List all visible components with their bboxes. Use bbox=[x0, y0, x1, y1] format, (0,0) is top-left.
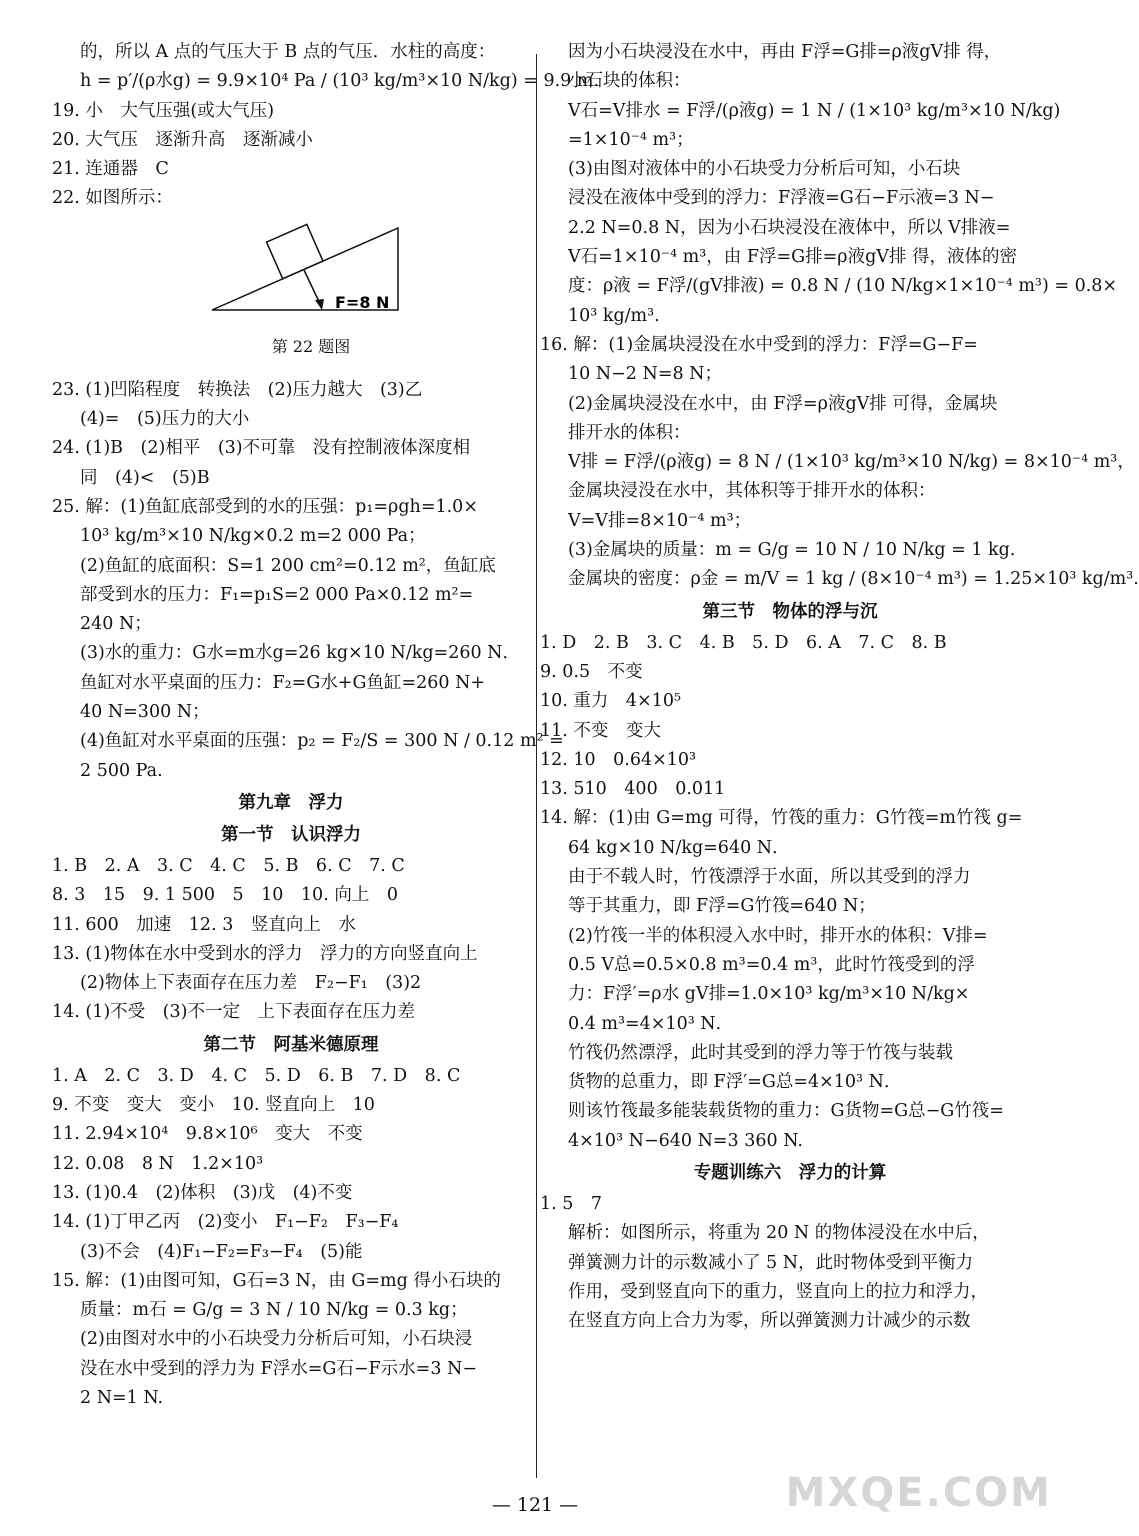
answer-line: 14. (1)丁甲乙丙 (2)变小 F₁−F₂ F₃−F₄ bbox=[52, 1212, 399, 1233]
answer-line: 9. 0.5 不变 bbox=[540, 661, 643, 682]
formula-line: (3)金属块的质量：m = G/g = 10 N / 10 N/kg = 1 kg． bbox=[568, 540, 1028, 561]
answer-line: 10. 重力 4×10⁵ bbox=[540, 691, 681, 712]
formula-line: V排 = F浮/(ρ液g) = 8 N / (1×10³ kg/m³×10 N/kg) = 8×10⁻⁴ m³， bbox=[568, 452, 1135, 473]
answer-line: 在竖直方向上合力为零，所以弹簧测力计减少的示数 bbox=[568, 1311, 971, 1332]
answer-line: 40 N=300 N； bbox=[80, 702, 210, 723]
answer-line: (3)水的重力：G水=m水g=26 kg×10 N/kg=260 N． bbox=[80, 643, 520, 664]
answer-line: 0.5 V总=0.5×0.8 m³=0.4 m³，此时竹筏受到的浮 bbox=[568, 954, 975, 975]
figure-caption: 第 22 题图 bbox=[271, 336, 351, 356]
answer-line: (2)物体上下表面存在压力差 F₂−F₁ (3)2 bbox=[80, 973, 422, 994]
answer-line: 11. 2.94×10⁴ 9.8×10⁶ 变大 不变 bbox=[52, 1124, 363, 1145]
answer-line: 货物的总重力，即 F浮′=G总=4×10³ N． bbox=[568, 1072, 902, 1093]
answer-line: 15. 解：(1)由图可知，G石=3 N，由 G=mg 得小石块的 bbox=[52, 1270, 501, 1291]
answer-line: 等于其重力，即 F浮=G竹筏=640 N； bbox=[568, 896, 876, 917]
answer-line: 240 N； bbox=[80, 614, 152, 635]
incline-diagram bbox=[52, 220, 530, 318]
formula-line: V石=V排水 = F浮/(ρ液g) = 1 N / (1×10³ kg/m³×10 N/kg) bbox=[568, 100, 1061, 121]
answer-line: 12. 0.08 8 N 1.2×10³ bbox=[52, 1153, 264, 1174]
answer-line: 2 500 Pa. bbox=[80, 760, 163, 781]
answer-line: 20. 大气压 逐渐升高 逐渐减小 bbox=[52, 129, 313, 150]
answer-line: V石=1×10⁻⁴ m³，由 F浮=G排=ρ液gV排 得，液体的密 bbox=[568, 247, 1017, 268]
formula-line: 金属块的密度：ρ金 = m/V = 1 kg / (8×10⁻⁴ m³) = 1.25×10³ kg/m³. bbox=[568, 569, 1139, 590]
answer-line: 10³ kg/m³×10 N/kg×0.2 m=2 000 Pa； bbox=[80, 526, 426, 547]
answer-line: 由于不载人时，竹筏漂浮于水面，所以其受到的浮力 bbox=[568, 867, 971, 888]
answer-line: 部受到水的压力：F₁=p₁S=2 000 Pa×0.12 m²= bbox=[80, 584, 474, 605]
answer-line: 排开水的体积： bbox=[568, 422, 691, 443]
answer-line: 金属块浸没在水中，其体积等于排开水的体积： bbox=[568, 481, 936, 502]
answer-line: 23. (1)凹陷程度 转换法 (2)压力越大 (3)乙 bbox=[52, 379, 423, 400]
formula-line: 质量：m石 = G/g = 3 N / 10 N/kg = 0.3 kg； bbox=[80, 1300, 468, 1321]
answer-line: 14. 解：(1)由 G=mg 可得，竹筏的重力：G竹筏=m竹筏 g= bbox=[540, 808, 1023, 829]
formula-line: =1×10⁻⁴ m³； bbox=[568, 129, 694, 150]
answer-line: 22. 如图所示： bbox=[52, 188, 173, 209]
answer-line: (2)金属块浸没在水中，由 F浮=ρ液gV排 可得，金属块 bbox=[568, 393, 998, 414]
answer-line: 作用，受到竖直向下的重力，竖直向上的拉力和浮力， bbox=[568, 1281, 988, 1302]
answer-line: (3)不会 (4)F₁−F₂=F₃−F₄ (5)能 bbox=[80, 1241, 363, 1262]
answer-line: 浸没在液体中受到的浮力：F浮液=G石−F示液=3 N− bbox=[568, 188, 995, 209]
answer-line: 10 N−2 N=8 N； bbox=[568, 364, 722, 385]
answer-line: 19. 小 大气压强(或大气压) bbox=[52, 100, 275, 121]
column-divider bbox=[536, 54, 537, 1478]
answer-line: 竹筏仍然漂浮，此时其受到的浮力等于竹筏与装载 bbox=[568, 1042, 953, 1063]
answer-line: 9. 不变 变大 变小 10. 竖直向上 10 bbox=[52, 1095, 375, 1116]
answer-line: 14. (1)不受 (3)不一定 上下表面存在压力差 bbox=[52, 1002, 415, 1023]
answer-line: 16. 解：(1)金属块浸没在水中受到的浮力：F浮=G−F= bbox=[540, 334, 978, 355]
answer-line: 1. B 2. A 3. C 4. C 5. B 6. C 7. C bbox=[52, 855, 405, 876]
section-title: 第二节 阿基米德原理 bbox=[203, 1034, 379, 1055]
formula-line: 度：ρ液 = F浮/(gV排液) = 0.8 N / (10 N/kg×1×10⁻⁴ m³) = 0.8× bbox=[568, 276, 1118, 297]
answer-line: 13. (1)物体在水中受到水的浮力 浮力的方向竖直向上 bbox=[52, 943, 478, 964]
answer-line: 1. A 2. C 3. D 4. C 5. D 6. B 7. D 8. C bbox=[52, 1065, 461, 1086]
answer-line: V=V排=8×10⁻⁴ m³； bbox=[568, 510, 752, 531]
answer-line: 13. (1)0.4 (2)体积 (3)戊 (4)不变 bbox=[52, 1182, 353, 1203]
answer-line: 21. 连通器 C bbox=[52, 159, 169, 180]
answer-line: 24. (1)B (2)相平 (3)不可靠 没有控制液体深度相 bbox=[52, 438, 471, 459]
answer-line: 1. D 2. B 3. C 4. B 5. D 6. A 7. C 8. B bbox=[540, 632, 947, 653]
answer-line: 0.4 m³=4×10³ N． bbox=[568, 1013, 734, 1034]
answer-line: (3)由图对液体中的小石块受力分析后可知，小石块 bbox=[568, 159, 961, 180]
force-label: F=8 N bbox=[335, 292, 390, 312]
answer-line: (2)由图对水中的小石块受力分析后可知，小石块浸 bbox=[80, 1329, 473, 1350]
answer-line: 8. 3 15 9. 1 500 5 10 10. 向上 0 bbox=[52, 885, 398, 906]
answer-line: 2 N=1 N. bbox=[80, 1387, 164, 1408]
answer-line: 11. 不变 变大 bbox=[540, 720, 661, 741]
formula-line: h = p′/(ρ水g) = 9.9×10⁴ Pa / (10³ kg/m³×10 N/kg) = 9.9 m. bbox=[80, 71, 600, 92]
text-line: 的，所以 A 点的气压大于 B 点的气压．水柱的高度： bbox=[80, 42, 496, 62]
chapter-title: 第九章 浮力 bbox=[238, 792, 344, 813]
answer-line: (2)竹筏一半的体积浸入水中时，排开水的体积：V排= bbox=[568, 925, 988, 946]
answer-line: 没在水中受到的浮力为 F浮水=G石−F示水=3 N− bbox=[80, 1358, 477, 1379]
section-title: 第三节 物体的浮与沉 bbox=[702, 601, 878, 622]
force-arrowhead bbox=[315, 299, 324, 310]
answer-line: 11. 600 加速 12. 3 竖直向上 水 bbox=[52, 914, 356, 935]
answer-line: 13. 510 400 0.011 bbox=[540, 779, 726, 800]
section-title: 专题训练六 浮力的计算 bbox=[693, 1162, 887, 1183]
page-number: — 121 — bbox=[491, 1494, 579, 1516]
answer-line: 25. 解：(1)鱼缸底部受到的水的压强：p₁=ρgh=1.0× bbox=[52, 496, 478, 517]
watermark: MXQE.COM bbox=[785, 1470, 1052, 1516]
answer-line: 解析：如图所示，将重为 20 N 的物体浸没在水中后， bbox=[568, 1223, 990, 1244]
right-column bbox=[540, 38, 1139, 1336]
formula-line: (4)鱼缸对水平桌面的压强：p₂ = F₂/S = 300 N / 0.12 m² = bbox=[80, 731, 564, 752]
answer-line: (2)鱼缸的底面积：S=1 200 cm²=0.12 m²，鱼缸底 bbox=[80, 555, 496, 576]
section-title: 第一节 认识浮力 bbox=[221, 824, 361, 845]
answer-line: 4×10³ N−640 N=3 360 N. bbox=[568, 1130, 803, 1151]
block bbox=[267, 224, 323, 278]
answer-line: 力：F浮′=ρ水 gV排=1.0×10³ kg/m³×10 N/kg× bbox=[568, 984, 970, 1005]
answer-line: 64 kg×10 N/kg=640 N． bbox=[568, 837, 790, 858]
answer-line: 1. 5 7 bbox=[540, 1193, 603, 1214]
answer-line: 同 (4)< (5)B bbox=[80, 467, 210, 488]
answer-line: 10³ kg/m³. bbox=[568, 305, 660, 326]
answer-line: 因为小石块浸没在水中，再由 F浮=G排=ρ液gV排 得， bbox=[568, 42, 1002, 62]
answer-line: 2.2 N=0.8 N，因为小石块浸没在液体中，所以 V排液= bbox=[568, 217, 1011, 238]
answer-line: 鱼缸对水平桌面的压力：F₂=G水+G鱼缸=260 N+ bbox=[80, 672, 486, 693]
answer-line: 则该竹筏最多能装载货物的重力：G货物=G总−G竹筏= bbox=[568, 1101, 1004, 1122]
answer-line: (4)= (5)压力的大小 bbox=[80, 409, 250, 430]
answer-line: 小石块的体积： bbox=[568, 71, 691, 92]
answer-line: 弹簧测力计的示数减小了 5 N，此时物体受到平衡力 bbox=[568, 1252, 974, 1273]
answer-line: 12. 10 0.64×10³ bbox=[540, 749, 697, 770]
figure-22 bbox=[52, 220, 530, 318]
